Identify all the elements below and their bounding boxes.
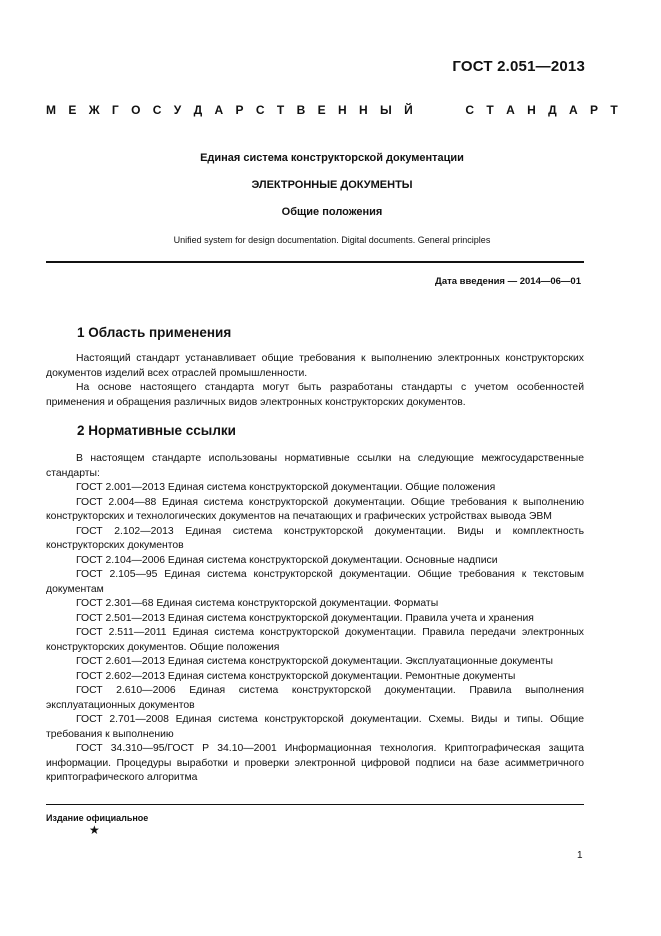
reference-item: ГОСТ 2.301—68 Единая система конструкторской документации. Форматы bbox=[76, 598, 439, 609]
banner-letter: Н bbox=[337, 103, 347, 117]
reference-item: ГОСТ 2.501—2013 Единая система конструкторской документации. Правила учета и хранения bbox=[76, 612, 534, 624]
section-1-body bbox=[46, 352, 584, 410]
reference-item: ГОСТ 2.001—2013 Единая система конструкторской документации. Общие положения bbox=[76, 482, 496, 493]
reference-item: ГОСТ 2.602—2013 Единая система конструкторской документации. Ремонтные документы bbox=[76, 670, 516, 682]
document-title: ЭЛЕКТРОННЫЕ ДОКУМЕНТЫ bbox=[251, 179, 413, 191]
banner-letter: М bbox=[46, 103, 56, 117]
reference-item: ГОСТ 2.701—2008 Единая система конструкторской документации. Схемы. Виды и типы. Общие требования к выполнению bbox=[46, 714, 584, 740]
footer-divider bbox=[46, 804, 584, 805]
reference-item: ГОСТ 2.511—2011 Единая система конструкторской документации. Правила передачи электронных конструкторских документов. Общие положения bbox=[46, 627, 584, 653]
standard-banner bbox=[46, 103, 618, 117]
document-subtitle: Общие положения bbox=[281, 206, 383, 218]
star-icon: ★ bbox=[89, 823, 100, 837]
banner-letter: О bbox=[131, 103, 141, 117]
banner-letter: А bbox=[214, 103, 224, 117]
banner-letter: В bbox=[296, 103, 306, 117]
section-1-heading: 1 Область применения bbox=[77, 325, 232, 340]
banner-letter: Д bbox=[548, 103, 557, 117]
reference-item: ГОСТ 2.610—2006 Единая система конструкторской документации. Правила выполнения эксплуатационных документов bbox=[46, 685, 584, 711]
banner-letter: А bbox=[569, 103, 578, 117]
paragraph: Настоящий стандарт устанавливает общие требования к выполнению электронных конструкторских документов изделий всех отраслей промышленности. bbox=[46, 353, 584, 379]
reference-item: ГОСТ 34.310—95/ГОСТ Р 34.10—2001 Информационная технология. Криптографическая защита информации. Процедуры выработки и проверки электронной цифровой подписи на базе асимметричного криптографического алгоритма bbox=[46, 743, 584, 783]
banner-letter: Ж bbox=[88, 103, 100, 117]
banner-letter: Н bbox=[358, 103, 368, 117]
banner-letter: Г bbox=[111, 103, 119, 117]
reference-item: ГОСТ 2.102—2013 Единая система конструкторской документации. Виды и комплектность конструкторских документов bbox=[46, 525, 584, 551]
paragraph: На основе настоящего стандарта могут быть разработаны стандарты с учетом особенностей применения и обращения различных видов электронных конструкторских документов. bbox=[46, 382, 584, 408]
banner-letter: Р bbox=[590, 103, 599, 117]
section-2-heading: 2 Нормативные ссылки bbox=[77, 423, 236, 438]
reference-item: ГОСТ 2.601—2013 Единая система конструкторской документации. Эксплуатационные документы bbox=[76, 656, 554, 667]
banner-letter: Т bbox=[276, 103, 285, 117]
banner-gap bbox=[425, 103, 453, 117]
banner-letter: Т bbox=[486, 103, 494, 117]
banner-letter: Т bbox=[610, 103, 618, 117]
page-number: 1 bbox=[577, 850, 583, 861]
banner-letter: С bbox=[152, 103, 162, 117]
banner-letter: С bbox=[255, 103, 265, 117]
system-title: Единая система конструкторской документации bbox=[200, 152, 464, 164]
reference-item: ГОСТ 2.105—95 Единая система конструкторской документации. Общие требования к текстовым документам bbox=[46, 569, 584, 595]
reference-item: ГОСТ 2.004—88 Единая система конструкторской документации. Общие требования к выполнению конструкторских и технологических документов на печатающих и графических устройствах вывода ЭВМ bbox=[46, 496, 584, 522]
banner-letter: Р bbox=[235, 103, 244, 117]
banner-letter: У bbox=[173, 103, 182, 117]
title-divider bbox=[46, 261, 584, 263]
paragraph: В настоящем стандарте использованы нормативные ссылки на следующие межгосударственные стандарты: bbox=[46, 453, 584, 479]
reference-item: ГОСТ 2.104—2006 Единая система конструкторской документации. Основные надписи bbox=[76, 554, 498, 566]
banner-letter: А bbox=[506, 103, 515, 117]
banner-letter: Н bbox=[527, 103, 536, 117]
banner-letter: Е bbox=[317, 103, 326, 117]
banner-letter: Е bbox=[68, 103, 77, 117]
banner-letter: Д bbox=[193, 103, 203, 117]
english-title: Unified system for design documentation. Digital documents. General principles bbox=[173, 235, 491, 245]
banner-letter: С bbox=[465, 103, 475, 117]
banner-letter: Й bbox=[404, 103, 413, 117]
introduction-date: Дата введения — 2014—06—01 bbox=[435, 276, 581, 287]
edition-label: Издание официальное bbox=[46, 813, 149, 823]
section-2-body bbox=[46, 452, 584, 786]
document-code: ГОСТ 2.051—2013 bbox=[452, 58, 585, 75]
banner-letter: Ы bbox=[379, 103, 392, 117]
